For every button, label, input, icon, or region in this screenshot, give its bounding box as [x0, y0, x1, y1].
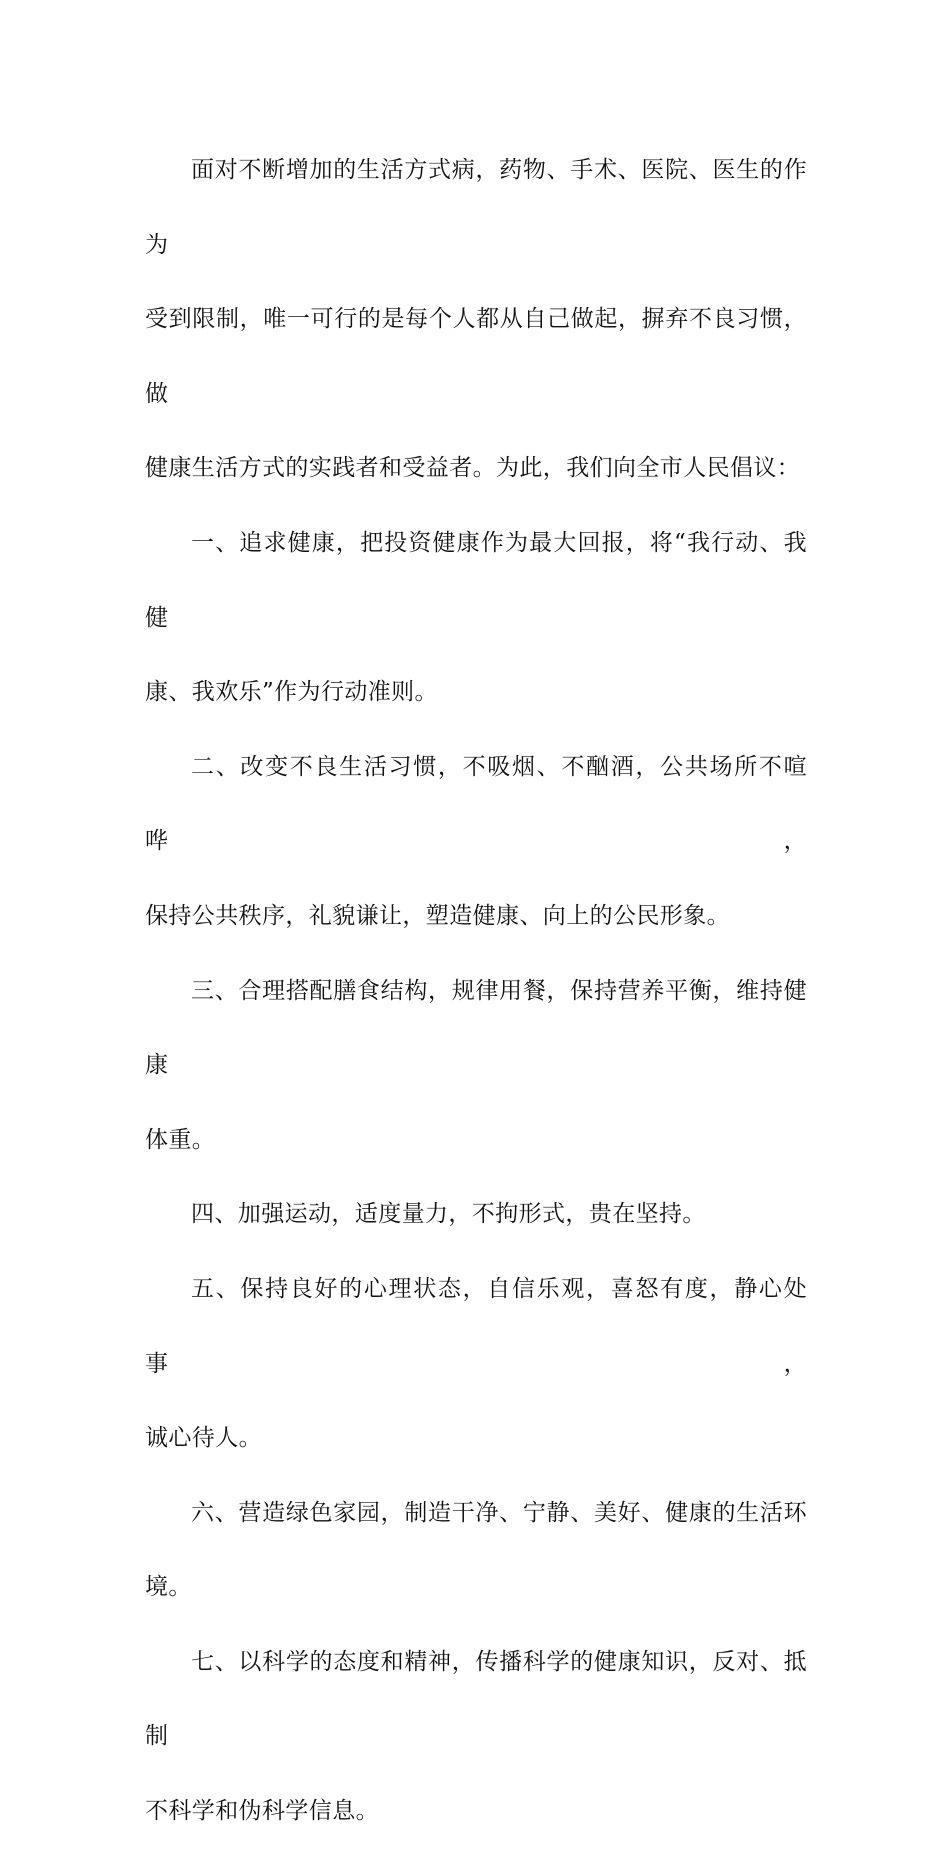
paragraph-line: 受到限制，唯一可行的是每个人都从自己做起，摒弃不良习惯，做	[145, 306, 807, 407]
paragraph-line: 五、保持良好的心理状态，自信乐观，喜怒有度，静心处事，	[145, 1275, 807, 1377]
paragraph-line: 面对不断增加的生活方式病，药物、手术、医院、医生的作为	[145, 157, 807, 258]
paragraph-item-4	[145, 1177, 807, 1252]
paragraph-line: 康、我欢乐”作为行动准则。	[145, 679, 438, 706]
paragraph-line: 不科学和伪科学信息。	[145, 1798, 379, 1825]
paragraph-line: 体重。	[145, 1126, 216, 1153]
paragraph-item-3	[145, 954, 807, 1178]
paragraph-line: 诚心待人。	[145, 1425, 262, 1452]
paragraph-item-2	[145, 730, 807, 954]
paragraph-line: 健康生活方式的实践者和受益者。为此，我们向全市人民倡议：	[145, 455, 801, 482]
paragraph-intro	[145, 133, 807, 506]
paragraph-line: 一、追求健康，把投资健康作为最大回报，将“我行动、我健	[145, 529, 807, 631]
paragraph-line: 六、营造绿色家园，制造干净、宁静、美好、健康的生活环境。	[145, 1499, 807, 1601]
paragraph-item-5	[145, 1252, 807, 1476]
paragraph-line: 保持公共秩序，礼貌谦让，塑造健康、向上的公民形象。	[145, 902, 730, 929]
paragraph-item-7	[145, 1625, 807, 1849]
document-body	[145, 133, 807, 1849]
paragraph-line: 三、合理搭配膳食结构，规律用餐，保持营养平衡，维持健康	[145, 977, 807, 1079]
paragraph-item-6	[145, 1476, 807, 1625]
paragraph-line: 四、加强运动，适度量力，不拘形式，贵在坚持。	[191, 1201, 706, 1228]
paragraph-line: 七、以科学的态度和精神，传播科学的健康知识，反对、抵制	[145, 1648, 807, 1750]
paragraph-line: 二、改变不良生活习惯，不吸烟、不酗酒，公共场所不喧哗，	[145, 753, 807, 855]
paragraph-item-1	[145, 506, 807, 730]
